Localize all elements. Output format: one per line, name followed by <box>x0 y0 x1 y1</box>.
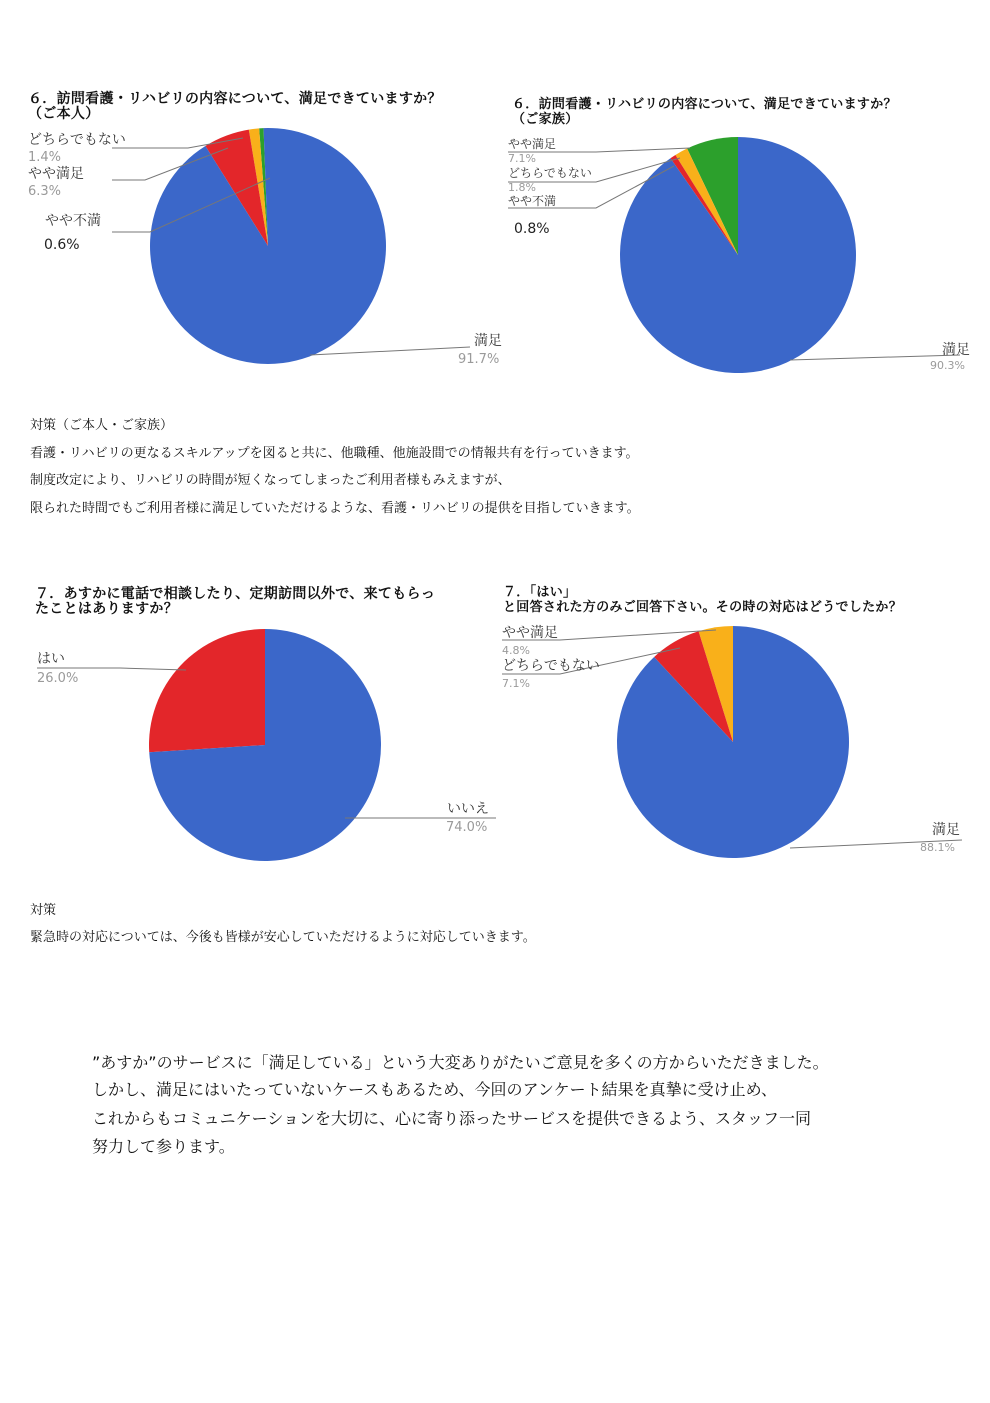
closing-line-2: しかし、満足にはいたっていないケースもあるため、今回のアンケート結果を真摯に受け止め、 <box>92 1080 777 1099</box>
chart1-label-somewhat-dissatisfied: やや不満 <box>45 213 101 229</box>
closing-line-3: これからもコミュニケーションを大切に、心に寄り添ったサービスを提供できるよう、スタッフ一同 <box>92 1109 812 1128</box>
chart2-title: ６．訪問看護・リハビリの内容について、満足できていますか？ （ご家族） <box>512 97 897 127</box>
chart2-label-somewhat-satisfied: やや満足 <box>508 137 557 151</box>
chart4-value-neutral: 7.1% <box>502 677 530 690</box>
chart2-value-somewhat-dissatisfied: 0.8% <box>514 221 550 237</box>
chart2-value-somewhat-satisfied: 7.1% <box>508 152 536 165</box>
chart4-label-satisfied: 満足 <box>932 822 960 838</box>
chart2-value-satisfied: 90.3% <box>930 359 965 372</box>
chart4-title: ７．「はい」 と回答された方のみご回答下さい。その時の対応はどうでしたか？ <box>503 585 903 615</box>
chart3-title: ７．あすかに電話で相談したり、定期訪問以外で、来てもらっ たことはありますか？ <box>35 586 436 617</box>
measures1-line-2: 制度改定により、リハビリの時間が短くなってしまったご利用者様もみえますが、 <box>30 473 511 488</box>
chart3-label-no: いいえ <box>447 801 489 817</box>
chart1-label-neutral: どちらでもない <box>28 132 126 148</box>
chart2-label-somewhat-dissatisfied: やや不満 <box>508 194 557 208</box>
chart2-value-neutral: 1.8% <box>508 181 536 194</box>
chart1-label-somewhat-satisfied: やや満足 <box>28 166 84 182</box>
measures2-line-1: 緊急時の対応については、今後も皆様が安心していただけるように対応していきます。 <box>30 930 536 945</box>
chart4-value-satisfied: 88.1% <box>920 841 955 854</box>
chart3-label-yes: はい <box>37 651 65 667</box>
chart3-value-yes: 26.0% <box>37 671 79 686</box>
chart4-label-neutral: どちらでもない <box>502 658 600 674</box>
closing-line-4: 努力して参ります。 <box>92 1137 235 1156</box>
chart2-label-neutral: どちらでもない <box>508 166 592 180</box>
measures1-line-3: 限られた時間でもご利用者様に満足していただけるような、看護・リハビリの提供を目指していきます。 <box>30 501 640 516</box>
chart4-value-somewhat-satisfied: 4.8% <box>502 644 530 657</box>
chart1-value-satisfied: 91.7% <box>458 352 500 367</box>
closing-line-1: ”あすか”のサービスに「満足している」という大変ありがたいご意見を多くの方からいただきました。 <box>92 1053 829 1072</box>
measures1-line-1: 看護・リハビリの更なるスキルアップを図ると共に、他職種、他施設間での情報共有を行っていきます。 <box>30 446 639 461</box>
chart3-value-no: 74.0% <box>446 820 488 835</box>
chart1-value-neutral: 1.4% <box>28 150 62 165</box>
chart2-slice-satisfied <box>620 137 856 373</box>
chart1-value-somewhat-satisfied: 6.3% <box>28 184 62 199</box>
chart2-label-satisfied: 満足 <box>942 342 970 358</box>
chart1-leader-line <box>310 347 470 355</box>
chart4-slice-satisfied <box>617 626 849 858</box>
chart1-slice-satisfied <box>150 128 386 364</box>
chart1-label-satisfied: 満足 <box>474 333 502 349</box>
measures1-heading: 対策（ご本人・ご家族） <box>30 418 174 433</box>
chart1-title: ６．訪問看護・リハビリの内容について、満足できていますか？ （ご本人） <box>28 91 442 122</box>
chart1-value-somewhat-dissatisfied: 0.6% <box>44 237 80 253</box>
chart3-slice-yes <box>149 629 265 752</box>
chart3-leader-line <box>37 668 186 670</box>
measures2-heading: 対策 <box>30 903 57 918</box>
chart4-label-somewhat-satisfied: やや満足 <box>502 625 558 641</box>
